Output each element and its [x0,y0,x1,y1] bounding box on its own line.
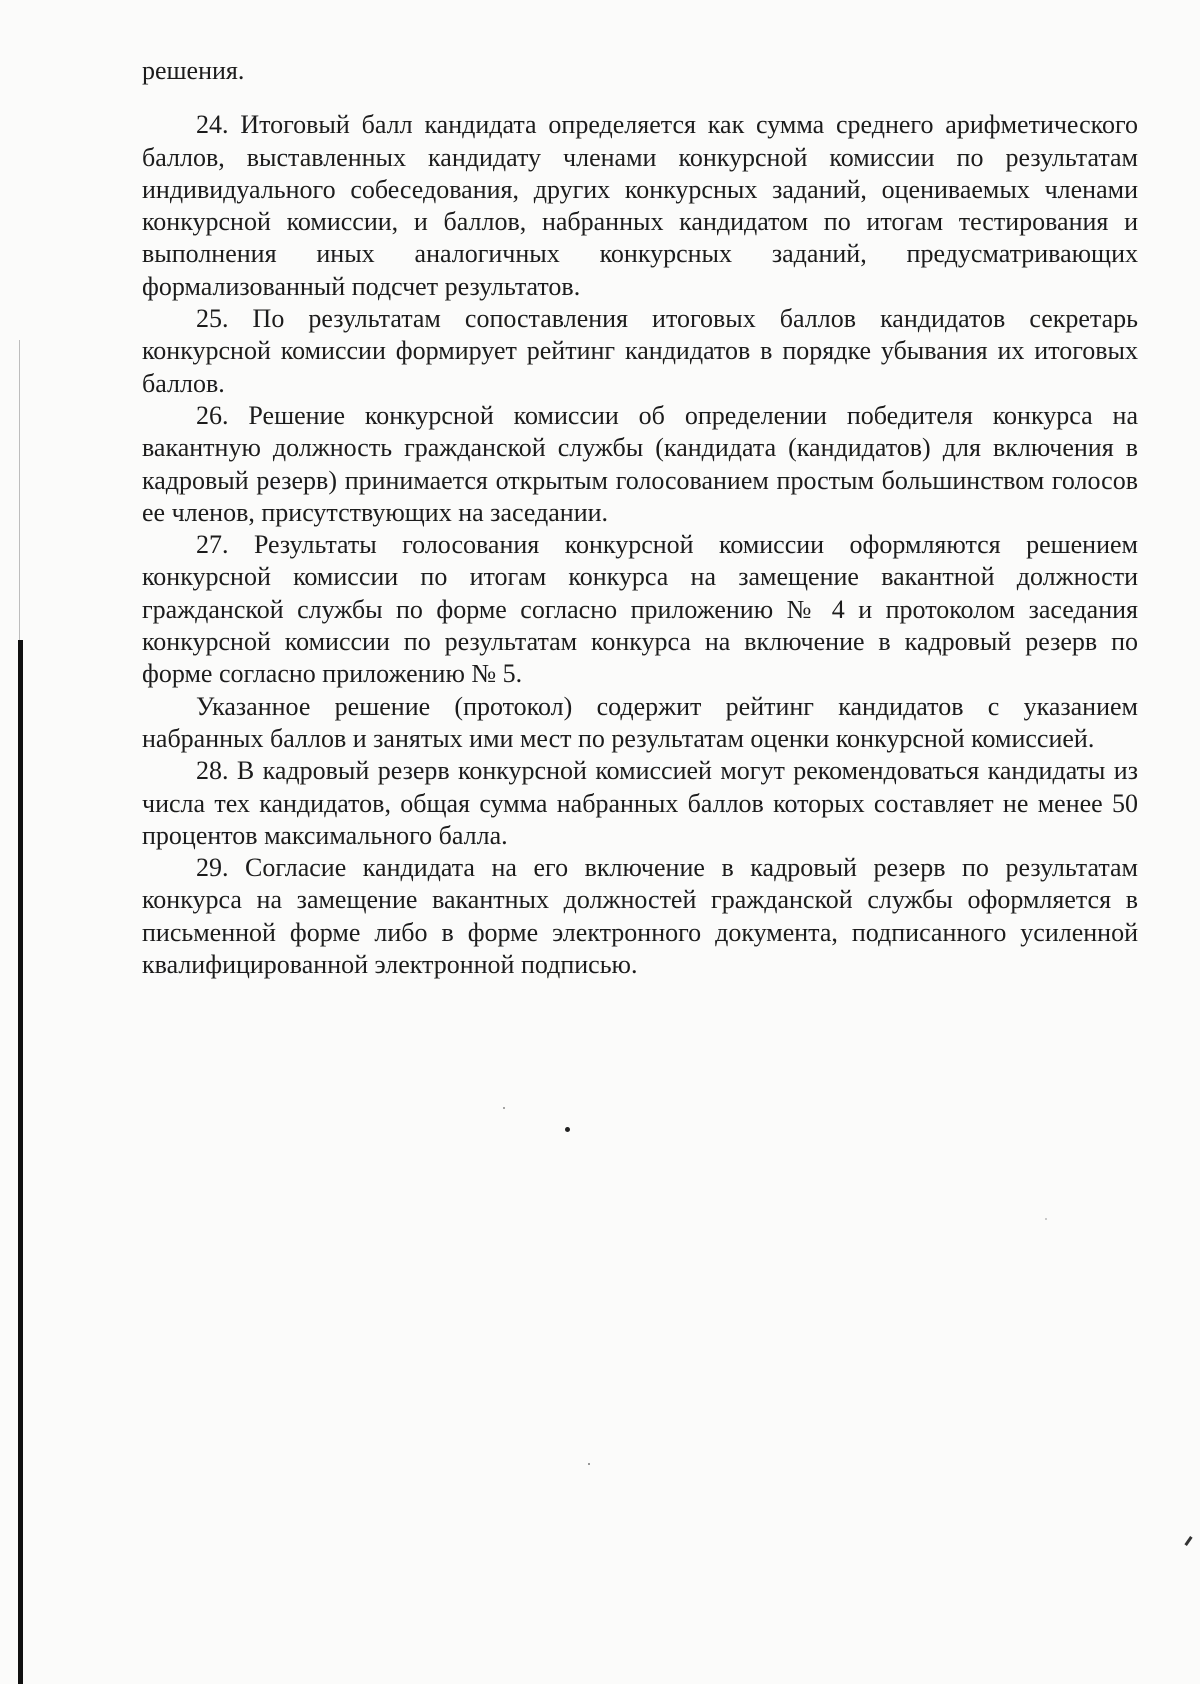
paragraph-continuation: решения. [142,56,245,85]
paragraph-27: 27. Результаты голосования конкурсной комиссии оформляются решением конкурсной комиссии по итогам конкурса на замещение вакантной должности гражданской службы по форме согласно приложению № 4 и протоколом заседания конкурсной комиссии по результатам конкурса на включение в кадровый резерв по форме согласно приложению № 5. [142,530,1138,689]
paragraph-29: 29. Согласие кандидата на его включение в кадровый резерв по результатам конкурса на замещение вакантных должностей гражданской службы оформляется в письменной форме либо в форме электронного документа, подписанного усиленной квалифицированной электронной подписью. [142,853,1138,980]
scan-speck [588,1463,590,1465]
document-body [142,55,1138,981]
paragraph-24: 24. Итоговый балл кандидата определяется как сумма среднего арифметического баллов, выставленных кандидату членами конкурсной комиссии по результатам индивидуального собеседования, других конкурсных заданий, оцениваемых членами конкурсной комиссии, и баллов, набранных кандидатом по итогам тестирования и выполнения иных аналогичных конкурсных заданий, предусматривающих формализованный подсчет результатов. [142,110,1138,301]
scan-edge-line [18,640,23,1684]
paragraph-26: 26. Решение конкурсной комиссии об определении победителя конкурса на вакантную должность гражданской службы (кандидата (кандидатов) для включения в кадровый резерв) принимается открытым голосованием простым большинством голосов ее членов, присутствующих на заседании. [142,400,1138,527]
scan-speck [1045,1218,1047,1220]
scan-speck [503,1107,505,1109]
paragraph-28: 28. В кадровый резерв конкурсной комиссией могут рекомендоваться кандидаты из числа тех кандидатов, общая сумма набранных баллов которых составляет не менее 50 процентов максимального балла. [142,756,1138,850]
paragraph-27-note: Указанное решение (протокол) содержит рейтинг кандидатов с указанием набранных баллов и занятых ими мест по результатам оценки конкурсной комиссией. [142,691,1138,753]
scan-speck [565,1127,570,1132]
paragraph-25: 25. По результатам сопоставления итоговых баллов кандидатов секретарь конкурсной комиссии формирует рейтинг кандидатов в порядке убывания их итоговых баллов. [142,304,1138,398]
scan-edge-mark [1184,1536,1192,1546]
scan-edge-line-faint [19,340,20,640]
